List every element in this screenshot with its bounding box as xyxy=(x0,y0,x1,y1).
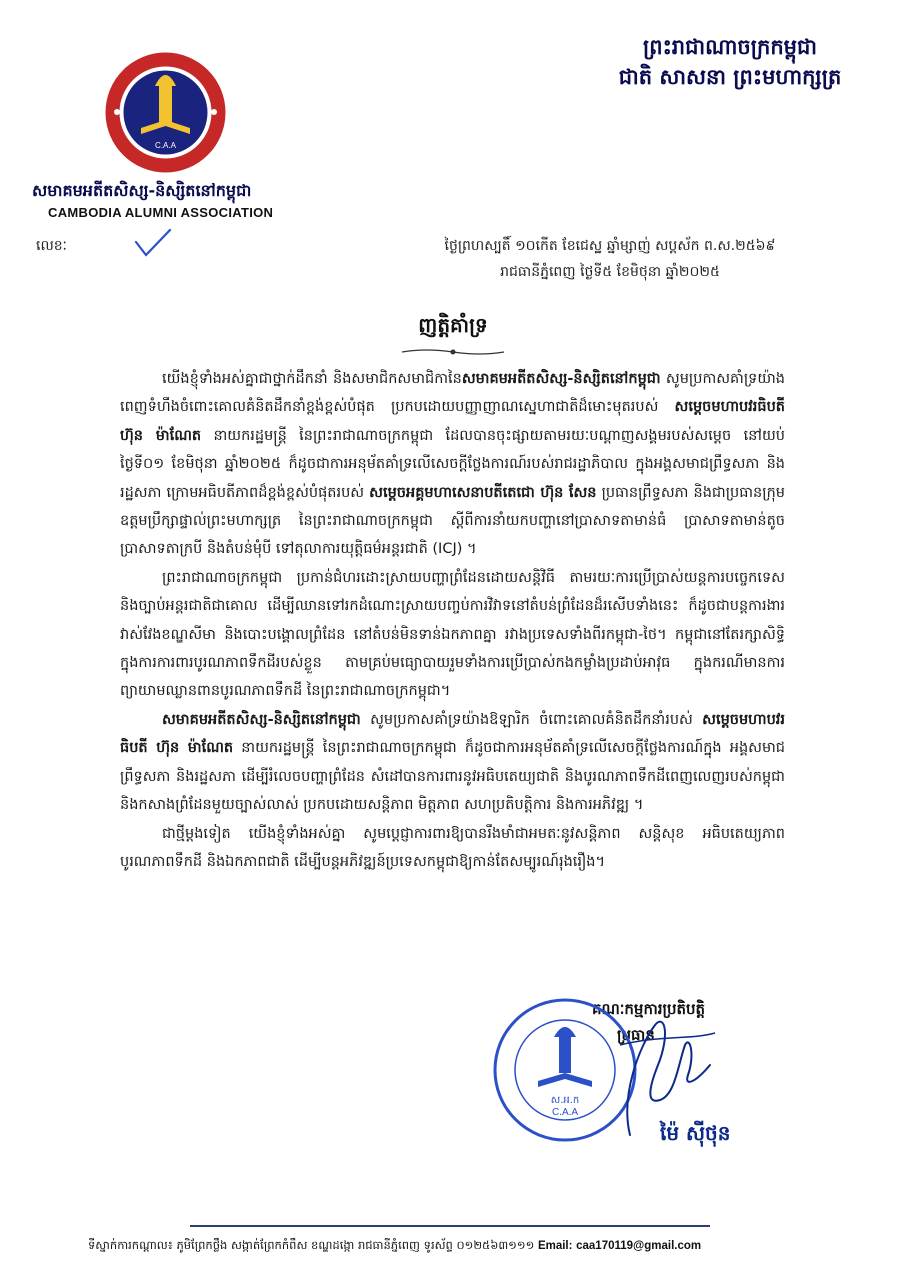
signatory-name: ម៉ៃ ស៊ីថុន xyxy=(660,1121,731,1145)
org-name-inline: សមាគមអតីតសិស្ស-និស្សិតនៅកម្ពុជា xyxy=(461,371,661,387)
logo-abbrev: C.A.A xyxy=(155,141,176,150)
association-logo xyxy=(103,50,228,175)
prime-minister-name: សម្តេចមហាបវរធិបតី ហ៊ុន ម៉ាណែត xyxy=(120,711,785,757)
senate-president-name: សម្តេចអគ្គមហាសេនាបតីតេជោ ហ៊ុន សែន xyxy=(369,484,597,501)
document-title: ញត្តិគាំទ្រ xyxy=(418,313,488,337)
footer-divider xyxy=(190,1225,710,1227)
organization-name-kh: សមាគមអតីតសិស្ស-និស្សិតនៅកម្ពុជា xyxy=(32,181,252,200)
stamp-abbrev-kh: ស.អ.ក xyxy=(550,1095,580,1106)
paragraph-1: យើងខ្ញុំទាំងអស់គ្នាជាថ្នាក់ដឹកនាំ និងសមាជិកសមាជិកានៃសមាគមអតីតសិស្ស-និស្សិតនៅកម្ពុជា សូមប្រកាសគាំទ្រយ៉ាងពេញទំហឹងចំពោះគោលគំនិតដឹកនាំខ្ពង់ខ្ពស់បំផុត ប្រកបដោយបញ្ញាញាណស្នេហាជាតិដ៏មោះមុតរបស់ សម្តេចមហាបវរធិបតី ហ៊ុន ម៉ាណែត នាយករដ្ឋមន្ត្រី នៃព្រះរាជាណាចក្រកម្ពុជា ដែលបានចុះផ្សាយតាមរយៈបណ្តាញសង្គមរបស់សម្តេច នៅយប់ថ្ងៃទី០១ ខែមិថុនា ឆ្នាំ២០២៥ ក៏ដូចជាការអនុម័តគាំទ្រលើសេចក្តីថ្លែងការណ៍របស់រាជរដ្ឋាភិបាល ក្នុងអង្គសមាជព្រឹទ្ធសភា និងរដ្ឋសភា ក្រោមអធិបតីភាពដ៏ខ្ពង់ខ្ពស់បំផុតរបស់ សម្តេចអគ្គមហាសេនាបតីតេជោ ហ៊ុន សែន ប្រធានព្រឹទ្ធសភា និងជាប្រធានក្រុមឧត្តមប្រឹក្សាផ្ទាល់ព្រះមហាក្សត្រ នៃព្រះរាជាណាចក្រកម្ពុជា ស្តីពីការនាំយកបញ្ហានៅប្រាសាទតាមាន់ធំ ប្រាសាទតាមាន់តូច ប្រាសាទតាក្របី និងតំបន់មុំបី ទៅតុលាការយុត្តិធម៌អន្តរជាតិ (ICJ) ។ xyxy=(120,371,785,558)
paragraph-2: ព្រះរាជាណាចក្រកម្ពុជា ប្រកាន់ជំហរដោះស្រាយបញ្ហាព្រំដែនដោយសន្តិវិធី តាមរយៈការប្រើប្រាស់យន្តការបច្ចេកទេស និងច្បាប់អន្តរជាតិជាគោល ដើម្បីឈានទៅរកដំណោះស្រាយបញ្ចប់ការវិវាទនៅតំបន់ព្រំដែនដ៏រសើបទាំងនេះ ក៏ដូចជាបន្តការងារវាស់វែងខណ្ឌសីមា និងបោះបង្គោលព្រំដែន នៅតំបន់មិនទាន់ឯកភាពគ្នា រវាងប្រទេសទាំងពីរកម្ពុជា-ថៃ។ កម្ពុជានៅតែរក្សាសិទ្ធិក្នុងការការពារបូរណភាពទឹកដីរបស់ខ្លួន តាមគ្រប់មធ្យោបាយរួមទាំងការប្រើប្រាស់កងកម្លាំងប្រដាប់អាវុធ ក្នុងករណីមានការព្យាយាមឈ្លានពានបូរណភាពទឹកដី នៃព្រះរាជាណាចក្រកម្ពុជា។ xyxy=(120,569,785,700)
paragraph-3: សមាគមអតីតសិស្ស-និស្សិតនៅកម្ពុជា សូមប្រកាសគាំទ្រយ៉ាងឱឡារិក ចំពោះគោលគំនិតដឹកនាំរបស់ សម្តេចមហាបវរធិបតី ហ៊ុន ម៉ាណែត នាយករដ្ឋមន្ត្រី នៃព្រះរាជាណាចក្រកម្ពុជា ក៏ដូចជាការអនុម័តគាំទ្រលើសេចក្តីថ្លែងការណ៍ក្នុង អង្គសមាជព្រឹទ្ធសភា និងរដ្ឋសភា ដើម្បីរំលេចបញ្ហាព្រំដែន សំដៅបានការពារនូវអធិបតេយ្យជាតិ និងបូរណភាពទឹកដីពេញលេញរបស់កម្ពុជា និងកសាងព្រំដែនមួយច្បាស់លាស់ ប្រកបដោយសន្តិភាព មិត្តភាព សហប្រតិបត្តិការ និងការអភិវឌ្ឍ ។ xyxy=(120,711,785,814)
check-mark-icon xyxy=(134,228,172,262)
document-body xyxy=(120,365,785,876)
national-motto xyxy=(580,32,880,92)
paragraph-4: ជាថ្មីម្តងទៀត យើងខ្ញុំទាំងអស់គ្នា សូមប្តេជ្ញាការពារឱ្យបានរឹងមាំជាអមតៈនូវសន្តិភាព សន្តិសុខ អធិបតេយ្យភាព បូរណភាពទឹកដី និងឯកភាពជាតិ ដើម្បីបន្តអភិវឌ្ឍន៍ប្រទេសកម្ពុជាឱ្យកាន់តែសម្បូរណ៍រុងរឿង។ xyxy=(120,825,785,870)
motto-line-2: ជាតិ សាសនា ព្រះមហាក្សត្រ xyxy=(618,65,842,89)
stamp-abbrev-en: C.A.A xyxy=(551,1107,579,1118)
motto-line-1: ព្រះរាជាណាចក្រកម្ពុជា xyxy=(642,35,817,59)
date-lunar: ថ្ងៃព្រហស្បតិ៍ ១០កើត ខែជេស្ឋ ឆ្នាំម្សាញ់ សប្តស័ក ព.ស.២៥៦៩ xyxy=(444,238,776,254)
footer-contact xyxy=(88,1238,828,1255)
email-label: Email: xyxy=(537,1240,573,1252)
org-name-inline: សមាគមអតីតសិស្ស-និស្សិតនៅកម្ពុជា xyxy=(162,711,361,728)
prime-minister-name: សម្តេចមហាបវរធិបតី ហ៊ុន ម៉ាណែត xyxy=(120,399,785,444)
reference-number-label: លេខៈ xyxy=(36,238,67,254)
signatory-role: ប្រធាន xyxy=(617,1026,655,1044)
organization-name-en: CAMBODIA ALUMNI ASSOCIATION xyxy=(48,205,274,220)
title-ornament xyxy=(400,342,506,361)
footer-address: ទីស្នាក់ការកណ្តាល៖ ភូមិព្រែកថ្លឹង សង្កាត់ព្រែកកំពឹស ខណ្ឌដង្កោ រាជធានីភ្នំពេញ ទូរស័ព្ទ ០១២៥៦៣១១១ xyxy=(88,1238,535,1252)
email-link[interactable]: caa170119@gmail.com xyxy=(576,1240,702,1252)
date-solar: រាជធានីភ្នំពេញ ថ្ងៃទី៥ ខែមិថុនា ឆ្នាំ២០២៥ xyxy=(500,264,720,280)
signatory-committee: គណៈកម្មការប្រតិបត្តិ xyxy=(592,1000,706,1018)
